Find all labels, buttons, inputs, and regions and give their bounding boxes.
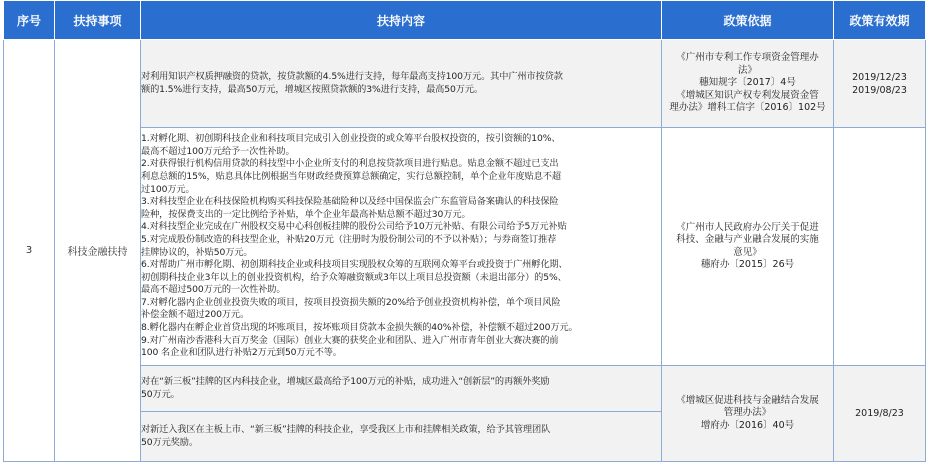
content-line: 对利用知识产权质押融资的贷款，按贷款额的4.5%进行支持，每年最高支持100万元。其中广州市按贷款: [141, 70, 563, 82]
content-line: 7.对孵化器内企业创业投资失败的项目，按项目投资损失额的20%给予创业投资机构补偿，单个项目风险: [141, 296, 561, 308]
content-line: 9.对广州南沙香港科大百万奖金（国际）创业大赛的获奖企业和团队、进入广州市青年创业大赛决赛的前: [141, 334, 559, 346]
basis-tech-finance: [662, 366, 834, 462]
basis-line: 《增城区知识产权专利发展资金管: [676, 89, 819, 101]
header-row: [4, 1, 926, 40]
content-finance-measures: [141, 128, 662, 366]
content-line: 对新迁入我区在主板上市、“新三板”挂牌的科技企业，享受我区上市和挂牌相关政策，给予其管理团队: [141, 423, 551, 435]
basis-line: 《增城区促进科技与金融结合发展: [676, 394, 819, 406]
content-line: 利息总额的15%，贴息具体比例根据当年财政经费预算总额确定，实行总额控制，单个企业年度贴息不超: [141, 170, 561, 182]
validity-ip-pledge: [834, 40, 926, 128]
basis-ip-pledge: [662, 40, 834, 128]
content-line: 3.对科技型企业在科技保险机构购买科技保险基础险种以及经中国保监会广东监管局备案确认的科技保险: [141, 196, 559, 208]
content-line: 6.对帮助广州市孵化期、初创期科技企业或科技项目实现股权众筹的互联网众筹平台或投资于广州孵化期、: [141, 259, 568, 271]
basis-line: 科技、金融与产业融合发展的实施: [676, 234, 819, 246]
content-line: 过100万元。: [141, 183, 195, 195]
date-line: 2019/12/23: [852, 71, 907, 83]
table-row: [4, 40, 926, 128]
basis-line: 意见》: [733, 246, 762, 258]
content-line: 100 名企业和团队进行补贴2万元到50万元不等。: [141, 347, 342, 359]
content-ip-pledge: [141, 40, 662, 128]
table-row: [4, 128, 926, 366]
content-line: 对在“新三板”挂牌的区内科技企业，增城区最高给予100万元的补贴，成功进入“创新层”的再额外奖励: [141, 375, 550, 387]
content-line: 补偿金额不超过200万元。: [141, 309, 250, 321]
content-line: 8.孵化器内在孵企业首贷出现的坏账项目，按坏账项目贷款本金损失额的40%补偿，补偿额不超过200万元。: [141, 322, 578, 334]
row-number: 3: [4, 40, 55, 462]
header-item: 扶持事项: [55, 1, 141, 40]
content-line: 4.对科技型企业完成在广州股权交易中心科创板挂牌的股份公司给予10万元补贴、有限公司给予5万元补贴: [141, 221, 567, 233]
content-line: 2.对获得银行机构信用贷款的科技型中小企业所支付的利息按贷款项目进行贴息。贴息金额不超过已支出: [141, 158, 559, 170]
policy-table: [3, 0, 926, 462]
content-line: 1.对孵化期、初创期科技企业和科技项目完成引入创业投资的或众筹平台股权投资的，按引资额的10%、: [141, 133, 561, 145]
validity-tech-finance: 2019/8/23: [834, 366, 926, 462]
header-no: 序号: [4, 1, 55, 40]
validity-finance-measures-empty: [834, 128, 926, 366]
basis-line: 《广州市人民政府办公厅关于促进: [676, 221, 819, 233]
content-line: 最高不超过100万元给予一次性补助。: [141, 145, 295, 157]
basis-line: 《广州市专利工作专项资金管理办: [676, 52, 819, 64]
row-item: 科技金融扶持: [55, 40, 141, 462]
basis-line: 增府办〔2016〕40号: [700, 419, 795, 431]
header-content: 扶持内容: [141, 1, 662, 40]
table-row: [4, 366, 926, 412]
content-relocated-listed: [141, 412, 662, 462]
content-line: 最高不超过500万元的一次性补助。: [141, 284, 286, 296]
content-line: 50万元。: [141, 388, 180, 400]
date-line: 2019/08/23: [852, 84, 907, 96]
content-line: 50万元奖励。: [141, 436, 198, 448]
basis-line: 管理办法》: [723, 407, 772, 419]
basis-line: 穗府办〔2015〕26号: [700, 258, 795, 270]
header-validity: 政策有效期: [834, 1, 926, 40]
content-new-third-board: [141, 366, 662, 412]
content-line: 5.对完成股份制改造的科技型企业，补贴20万元（注册时为股份制公司的不予以补贴）；与券商签订推荐: [141, 233, 557, 245]
basis-line: 理办法》增科工信字〔2016〕102号: [669, 102, 826, 114]
content-line: 挂牌协议的，补贴50万元。: [141, 246, 253, 258]
header-basis: 政策依据: [662, 1, 834, 40]
basis-line: 穗知规字〔2017〕4号: [699, 77, 796, 89]
basis-finance-measures: [662, 128, 834, 366]
basis-line: 法》: [737, 64, 757, 76]
content-line: 险种，按保费支出的一定比例给予补贴，单个企业年最高补贴总额不超过30万元。: [141, 208, 471, 220]
content-line: 额的1.5%进行支持，最高50万元，增城区按照贷款额的3%进行支持，最高50万元。: [141, 83, 484, 95]
content-line: 初创期科技企业3年以上的创业投资机构，给予众筹融资额或3年以上项目总投资额（未退出部分）的5%、: [141, 271, 567, 283]
